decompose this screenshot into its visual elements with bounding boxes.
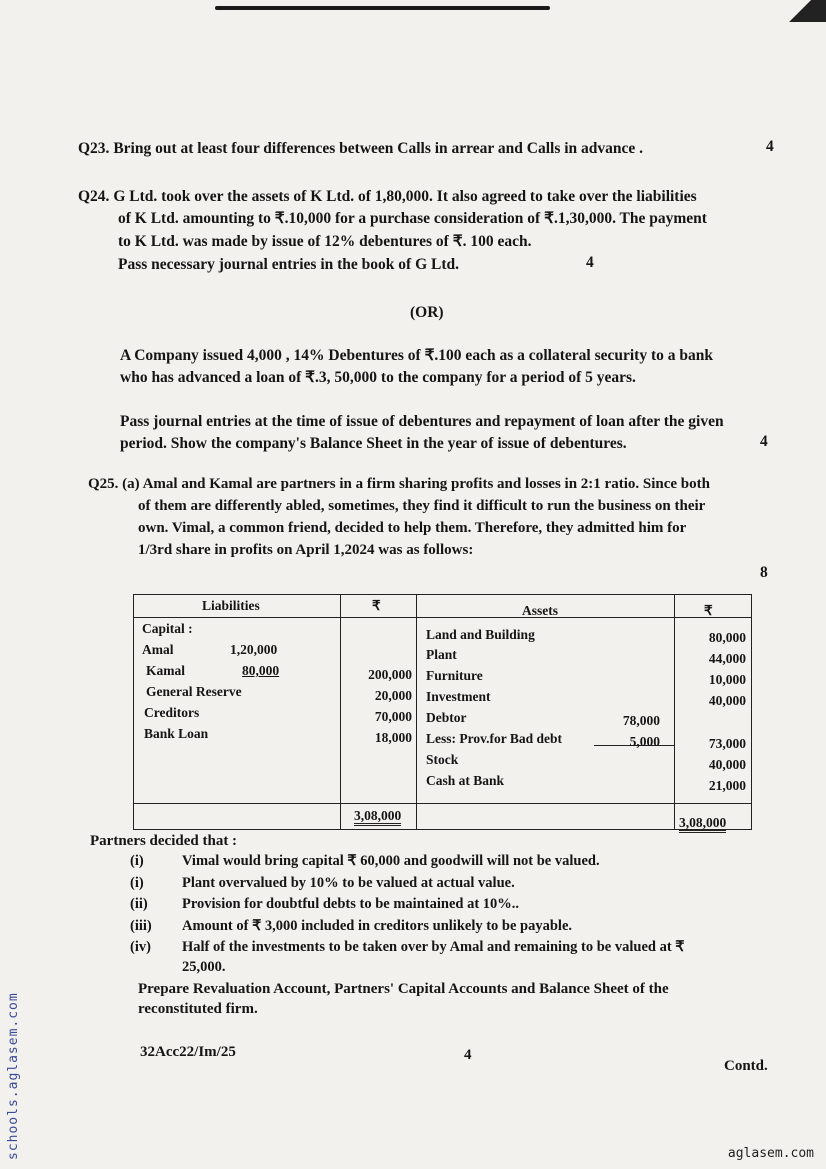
stock-amount: 40,000 xyxy=(708,757,746,772)
less-prov-amount: 5,000 xyxy=(629,734,660,749)
bank-loan-label: Bank Loan xyxy=(144,726,209,741)
q24-text-1: G Ltd. took over the assets of K Ltd. of 1,80,000. It also agreed to take over the liabilities xyxy=(113,188,697,205)
stock-label: Stock xyxy=(426,752,459,767)
scan-top-edge xyxy=(215,6,550,10)
scan-corner xyxy=(786,0,826,22)
amal-amount: 1,20,000 xyxy=(230,642,278,657)
q24-text-4: Pass necessary journal entries in the book of G Ltd. xyxy=(118,256,459,273)
kamal-amount: 80,000 xyxy=(242,663,280,678)
decision-text: Plant overvalued by 10% to be valued at actual value. xyxy=(182,875,515,891)
balance-sheet-table xyxy=(133,594,752,830)
decision-item xyxy=(130,875,515,892)
or-label: (OR) xyxy=(410,304,444,321)
decision-number: (ii) xyxy=(130,896,148,912)
q25-marks: 8 xyxy=(760,564,768,581)
investment-label: Investment xyxy=(426,689,491,704)
amal-label: Amal xyxy=(142,642,174,657)
q25-number: Q25. xyxy=(88,476,119,492)
decision-number: (iii) xyxy=(130,918,152,934)
furniture-amount: 10,000 xyxy=(708,672,746,687)
total-assets xyxy=(679,815,726,831)
creditors-label: Creditors xyxy=(144,705,200,720)
head-rupee-right: ₹ xyxy=(704,603,713,618)
q24-alt-text-4: period. Show the company's Balance Sheet in the year of issue of debentures. xyxy=(120,435,627,452)
capital-total: 200,000 xyxy=(368,667,412,682)
page-number: 4 xyxy=(464,1047,472,1063)
decision-item xyxy=(130,918,572,935)
q24-text-3: to K Ltd. was made by issue of 12% debentures of ₹. 100 each. xyxy=(118,233,532,250)
q24-line1 xyxy=(78,186,697,208)
total-liabilities xyxy=(354,808,401,824)
cash-amount: 21,000 xyxy=(708,778,746,793)
paper-code: 32Acc22/Im/25 xyxy=(140,1044,236,1060)
furniture-label: Furniture xyxy=(426,668,483,683)
decision-text: Amount of ₹ 3,000 included in creditors unlikely to be payable. xyxy=(182,918,573,934)
q23-text: Bring out at least four differences between Calls in arrear and Calls in advance . xyxy=(113,140,644,157)
decision-item xyxy=(130,939,685,956)
general-reserve-label: General Reserve xyxy=(146,684,242,699)
land-amount: 80,000 xyxy=(708,630,746,645)
head-liabilities: Liabilities xyxy=(202,598,260,613)
col-divider xyxy=(416,595,417,829)
prepare-text-2: reconstituted firm. xyxy=(138,1001,258,1017)
decisions-intro: Partners decided that : xyxy=(90,833,238,849)
q24-text-2: of K Ltd. amounting to ₹.10,000 for a purchase consideration of ₹.1,30,000. The payment xyxy=(118,210,707,227)
decision-text: Half of the investments to be taken over by Amal and remaining to be valued at ₹ xyxy=(182,939,685,955)
decision-number: (i) xyxy=(130,875,144,891)
head-assets: Assets xyxy=(522,603,558,618)
cash-label: Cash at Bank xyxy=(426,773,505,788)
q25-line1 xyxy=(88,474,710,495)
bottom-watermark: aglasem.com xyxy=(727,1146,814,1161)
q24-number: Q24. xyxy=(78,188,110,205)
prepare-text-1: Prepare Revaluation Account, Partners' Capital Accounts and Balance Sheet of the xyxy=(138,981,669,997)
q23 xyxy=(78,138,643,160)
q25-text-4: 1/3rd share in profits on April 1,2024 was as follows: xyxy=(138,542,474,558)
plant-label: Plant xyxy=(426,647,457,662)
side-watermark: schools.aglasem.com xyxy=(6,992,21,1160)
q25-text-3: own. Vimal, a common friend, decided to help them. Therefore, they admitted him for xyxy=(138,520,687,536)
investment-amount: 40,000 xyxy=(708,693,746,708)
q25-text-1: (a) Amal and Kamal are partners in a firm sharing profits and losses in 2:1 ratio. Since both xyxy=(122,476,710,492)
q24-alt-text-3: Pass journal entries at the time of issue of debentures and repayment of loan after the given xyxy=(120,413,724,430)
header-rule xyxy=(134,617,751,618)
creditors-amount: 70,000 xyxy=(374,709,412,724)
total-rule xyxy=(134,803,751,804)
q24-alt-text-2: who has advanced a loan of ₹.3, 50,000 to the company for a period of 5 years. xyxy=(120,369,636,386)
bank-loan-amount: 18,000 xyxy=(374,730,412,745)
kamal-label: Kamal xyxy=(146,663,185,678)
q24-marks: 4 xyxy=(586,254,594,271)
general-reserve-amount: 20,000 xyxy=(374,688,412,703)
q23-marks: 4 xyxy=(766,138,774,155)
decision-number: (iv) xyxy=(130,939,151,955)
head-rupee-left: ₹ xyxy=(372,598,381,613)
contd-label: Contd. xyxy=(724,1058,768,1074)
land-label: Land and Building xyxy=(426,627,535,642)
q25-text-2: of them are differently abled, sometimes, they find it difficult to run the business on their xyxy=(138,498,706,514)
total-liabilities-value: 3,08,000 xyxy=(354,808,401,826)
q24-alt-marks: 4 xyxy=(760,433,768,450)
plant-amount: 44,000 xyxy=(708,651,746,666)
decision-item xyxy=(130,853,600,870)
q24-alt-text-1: A Company issued 4,000 , 14% Debentures of ₹.100 each as a collateral security to a bank xyxy=(120,347,713,364)
debtor-amount: 78,000 xyxy=(622,713,660,728)
q23-number: Q23. xyxy=(78,140,110,157)
debtor-net-amount: 73,000 xyxy=(708,736,746,751)
decision-text: Provision for doubtful debts to be maintained at 10%.. xyxy=(182,896,520,912)
decision-item-continuation: 25,000. xyxy=(182,959,226,975)
decision-text: Vimal would bring capital ₹ 60,000 and goodwill will not be valued. xyxy=(182,853,600,869)
total-assets-value: 3,08,000 xyxy=(679,815,726,833)
decision-item xyxy=(130,896,519,913)
less-prov-label: Less: Prov.for Bad debt xyxy=(426,731,563,746)
decision-number: (i) xyxy=(130,853,144,869)
capital-label: Capital : xyxy=(142,621,193,636)
debtor-label: Debtor xyxy=(426,710,467,725)
